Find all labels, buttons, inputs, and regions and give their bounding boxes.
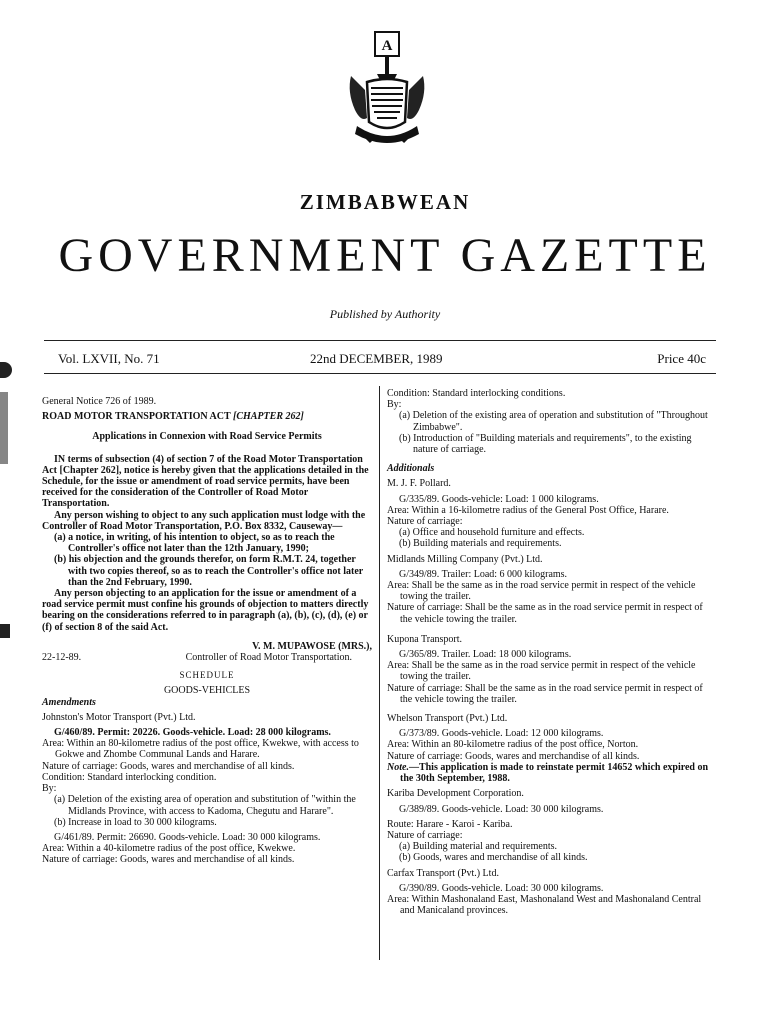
johnstons-by: By: bbox=[42, 783, 57, 795]
kupona-area: Area: Shall be the same as in the road service permit in respect of the vehicle towing the trailer. bbox=[387, 660, 696, 683]
issue-price: Price 40c bbox=[657, 351, 706, 366]
masthead-rule-top bbox=[44, 340, 716, 341]
schedule-heading: SCHEDULE bbox=[179, 670, 235, 681]
signature-row bbox=[42, 652, 372, 663]
additionals-heading: Additionals bbox=[387, 463, 435, 475]
johnstons-permit-2: G/461/89. Permit: 26690. Goods-vehicle. Load: 30 000 kilograms. bbox=[54, 831, 321, 843]
kariba-nature-b: (b) Goods, wares and merchandise of all kinds. bbox=[399, 852, 588, 864]
notice-paragraph-1: IN terms of subsection (4) of section 7 of the Road Motor Transportation Act [Chapter 262], notice is hereby given that the applications detailed in the Schedule, for the issue or amendment of road service permits, have been received for the consideration of the Controller of Road Motor Transportation. bbox=[42, 453, 369, 510]
johnstons-change-a: (a) Deletion of the existing area of operation and substitution of "within the Midlands Province, with access to Kadoma, Chegutu and Harare". bbox=[54, 794, 356, 817]
johnstons-nature-2: Nature of carriage: Goods, wares and merchandise of all kinds. bbox=[42, 854, 295, 866]
act-title bbox=[42, 411, 372, 422]
act-name: ROAD MOTOR TRANSPORTATION ACT bbox=[42, 411, 233, 423]
notice-item-b: (b) his objection and the grounds therefor, on form R.M.T. 24, together with two copies thereof, so as to reach the Controller's office not later than the 2nd February, 1990. bbox=[54, 554, 364, 588]
scan-edge-mark bbox=[0, 362, 12, 378]
carfax-area: Area: Within Mashonaland East, Mashonaland West and Mashonaland Central and Manicaland provinces. bbox=[387, 893, 702, 917]
notice-item-a: (a) a notice, in writing, of his intention to object, so as to reach the Controller's office not later than the 12th January, 1990; bbox=[54, 532, 335, 555]
masthead-authority: Published by Authority bbox=[329, 307, 441, 321]
whelson-application: G/373/89. Goods-vehicle. Load: 12 000 kilograms. bbox=[399, 728, 604, 740]
johnstons-condition: Condition: Standard interlocking condition. bbox=[42, 771, 217, 783]
applicant-carfax: Carfax Transport (Pvt.) Ltd. bbox=[387, 867, 499, 879]
masthead-rule-bottom bbox=[44, 373, 716, 374]
kariba-application: G/389/89. Goods-vehicle. Load: 30 000 kilograms. bbox=[399, 803, 604, 815]
by-line: By: bbox=[387, 399, 402, 411]
johnstons-change-b: (b) Increase in load to 30 000 kilograms. bbox=[54, 816, 217, 828]
pollard-nature-a: (a) Office and household furniture and effects. bbox=[399, 527, 585, 539]
condition-line: Condition: Standard interlocking conditions. bbox=[387, 388, 566, 399]
column-divider bbox=[379, 386, 380, 960]
midlands-nature: Nature of carriage: Shall be the same as in the road service permit in respect of the vehicle towing the trailer. bbox=[387, 602, 703, 625]
goods-vehicles-heading: GOODS-VEHICLES bbox=[163, 685, 251, 697]
johnstons-nature: Nature of carriage: Goods, wares and merchandise of all kinds. bbox=[42, 760, 295, 772]
left-column bbox=[42, 388, 372, 866]
masthead-title: GOVERNMENT GAZETTE bbox=[58, 229, 712, 282]
crest-letter: A bbox=[381, 38, 393, 54]
carfax-application: G/390/89. Goods-vehicle. Load: 30 000 kilograms. bbox=[399, 882, 604, 894]
pollard-area: Area: Within a 16-kilometre radius of the General Post Office, Harare. bbox=[387, 504, 669, 516]
scan-edge-mark bbox=[0, 392, 8, 464]
applicant-kariba: Kariba Development Corporation. bbox=[387, 788, 524, 800]
masthead-country: ZIMBABWEAN bbox=[299, 190, 471, 214]
signatory-title: Controller of Road Motor Transportation. bbox=[185, 652, 352, 664]
pollard-nature: Nature of carriage: bbox=[387, 516, 463, 528]
pollard-nature-b: (b) Building materials and requirements. bbox=[399, 538, 562, 550]
right-column bbox=[387, 388, 717, 916]
whelson-note bbox=[387, 762, 717, 784]
note-text: —This application is made to reinstate permit 14652 which expired on the 30th September, 1988. bbox=[400, 761, 709, 785]
whelson-nature: Nature of carriage: Goods, wares and merchandise of all kinds. bbox=[387, 750, 640, 762]
kariba-route: Route: Harare - Karoi - Kariba. bbox=[387, 818, 513, 830]
applicant-midlands-milling: Midlands Milling Company (Pvt.) Ltd. bbox=[387, 553, 543, 565]
notice-paragraph-2: Any person wishing to object to any such application must lodge with the Controller of Road Motor Transportation, P.O. Box 8332, Causeway— bbox=[42, 509, 366, 532]
applicant-kupona: Kupona Transport. bbox=[387, 633, 463, 645]
whelson-area: Area: Within an 80-kilometre radius of the post office, Norton. bbox=[387, 739, 639, 751]
applicant-whelson: Whelson Transport (Pvt.) Ltd. bbox=[387, 713, 508, 725]
johnstons-area-2: Area: Within a 40-kilometre radius of the post office, Kwekwe. bbox=[42, 843, 296, 855]
midlands-application: G/349/89. Trailer: Load: 6 000 kilograms. bbox=[399, 568, 568, 580]
notice-paragraph-3: Any person objecting to an application for the issue or amendment of a road service permit must confine his grounds of objection to matters directly bearing on the considerations referred to in paragraph (a), (b), (c), (d), (e) or (f) of section 8 of the said Act. bbox=[42, 588, 369, 633]
kupona-nature: Nature of carriage: Shall be the same as in the road service permit in respect of the vehicle towing the trailer. bbox=[387, 682, 703, 705]
issue-volume: Vol. LXVII, No. 71 bbox=[58, 351, 160, 366]
notice-subtitle: Applications in Connexion with Road Service Permits bbox=[92, 431, 322, 443]
pollard-application: G/335/89. Goods-vehicle: Load: 1 000 kilograms. bbox=[399, 493, 599, 505]
johnstons-area: Area: Within an 80-kilometre radius of the post office, Kwekwe, with access to Gokwe and Zhombe Communal Lands and Harare. bbox=[42, 738, 359, 761]
applicant-pollard: M. J. F. Pollard. bbox=[387, 478, 451, 490]
johnstons-permit: G/460/89. Permit: 20226. Goods-vehicle. Load: 28 000 kilograms. bbox=[54, 727, 331, 739]
signature-date: 22-12-89. bbox=[42, 652, 82, 664]
scan-edge-mark bbox=[0, 624, 10, 638]
act-chapter: [CHAPTER 262] bbox=[232, 411, 304, 423]
kupona-application: G/365/89. Trailer. Load: 18 000 kilograms. bbox=[399, 649, 572, 661]
kariba-nature: Nature of carriage: bbox=[387, 829, 463, 841]
applicant-johnstons: Johnston's Motor Transport (Pvt.) Ltd. bbox=[42, 711, 196, 723]
amendments-heading: Amendments bbox=[42, 696, 96, 708]
note-label: Note. bbox=[387, 761, 409, 773]
kariba-nature-a: (a) Building material and requirements. bbox=[399, 841, 558, 853]
issue-date: 22nd DECEMBER, 1989 bbox=[310, 351, 443, 366]
signatory-name: V. M. MUPAWOSE (MRS.), bbox=[252, 640, 372, 652]
midlands-area: Area: Shall be the same as in the road service permit in respect of the vehicle towing the trailer. bbox=[387, 580, 696, 603]
zimbabwe-coat-of-arms-icon bbox=[343, 30, 431, 152]
notice-number: General Notice 726 of 1989. bbox=[42, 396, 157, 407]
change-b: (b) Introduction of "Building materials and requirements", to the existing nature of carriage. bbox=[399, 432, 692, 456]
change-a: (a) Deletion of the existing area of operation and substitution of "Throughout Zimbabwe". bbox=[399, 410, 708, 433]
